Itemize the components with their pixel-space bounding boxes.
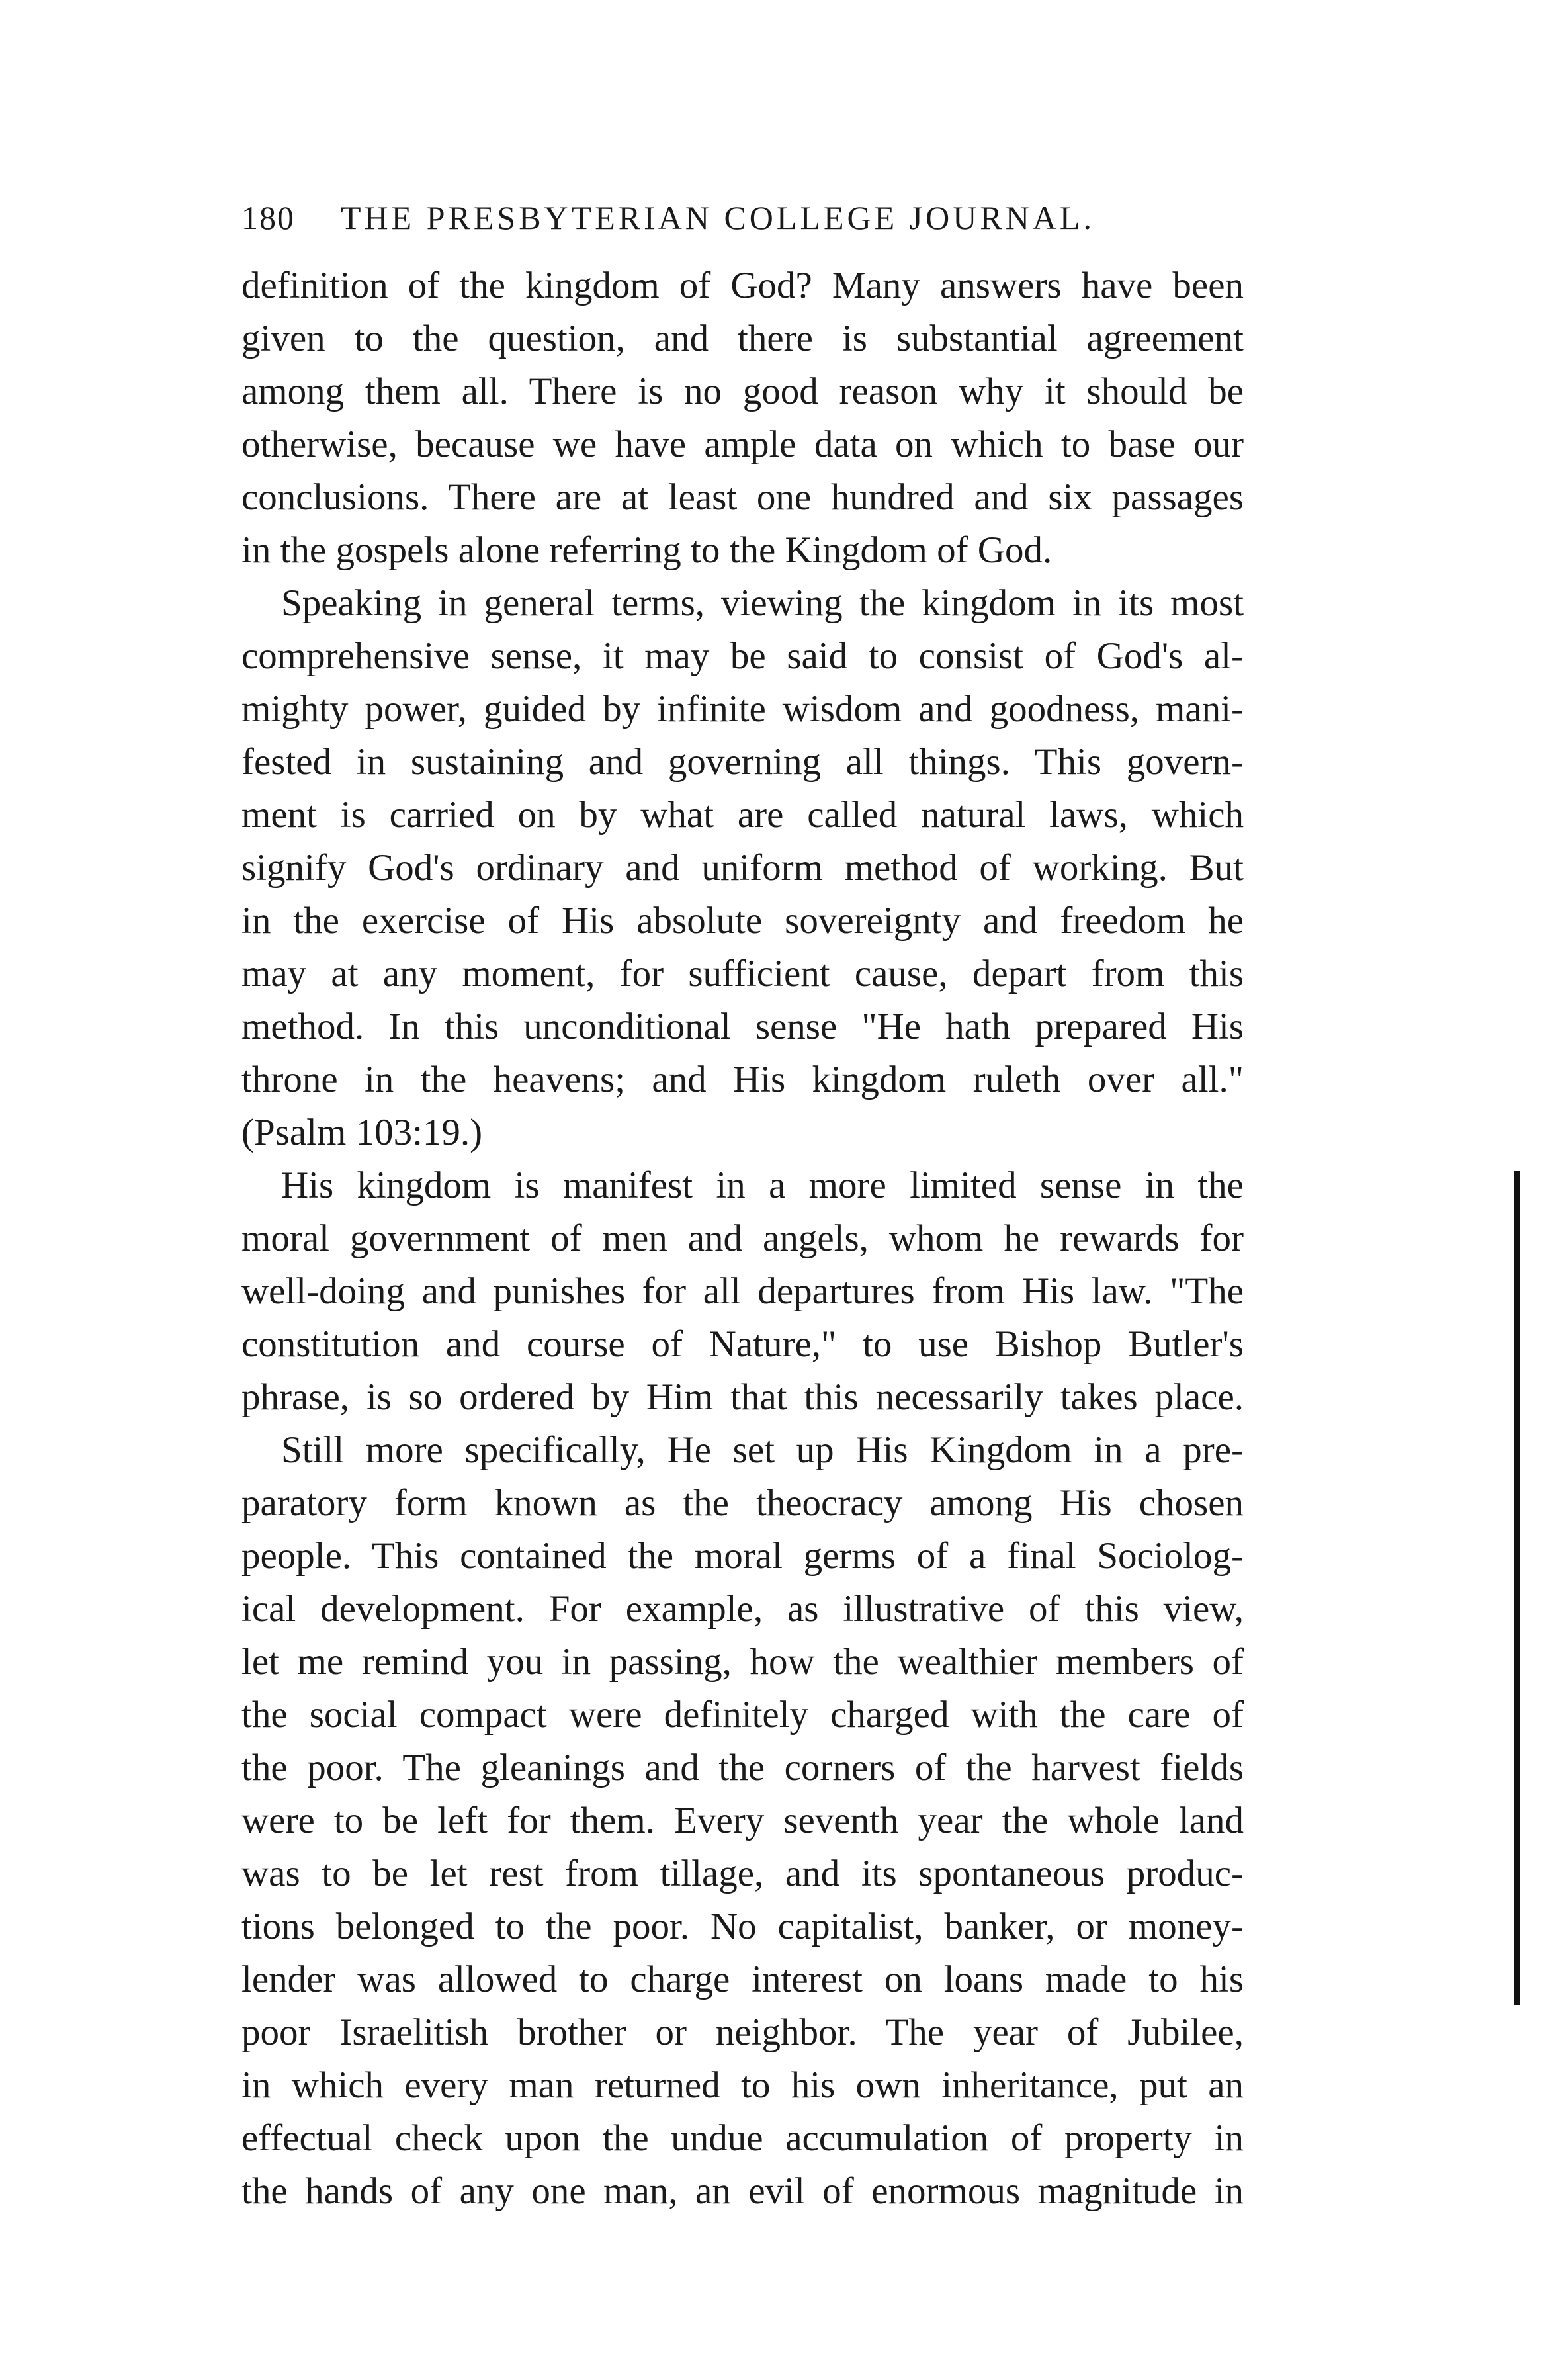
paragraph-end-line: in the gospels alone referring to the Kingdom of God. bbox=[241, 529, 1053, 571]
text-line: moral government of men and angels, whom he rewards for bbox=[241, 1217, 1244, 1259]
text-line: mighty power, guided by infinite wisdom and goodness, mani- bbox=[241, 688, 1244, 730]
text-line: method. In this unconditional sense "He hath prepared His bbox=[241, 1006, 1244, 1047]
text-line: the hands of any one man, an evil of enormous magnitude in bbox=[241, 2170, 1244, 2212]
paragraph-start-line: His kingdom is manifest in a more limited sense in the bbox=[281, 1165, 1244, 1206]
text-line: comprehensive sense, it may be said to consist of God's al- bbox=[241, 635, 1244, 677]
text-line: ical development. For example, as illustrative of this view, bbox=[241, 1588, 1244, 1630]
running-head bbox=[241, 198, 1273, 251]
text-line: signify God's ordinary and uniform method of working. But bbox=[241, 847, 1244, 889]
text-line: constitution and course of Nature," to use Bishop Butler's bbox=[241, 1323, 1244, 1365]
paragraph-end-line: (Psalm 103:19.) bbox=[241, 1112, 483, 1153]
text-line: among them all. There is no good reason why it should be bbox=[241, 371, 1244, 412]
text-line: poor Israelitish brother or neighbor. The year of Jubilee, bbox=[241, 2011, 1244, 2053]
text-line: may at any moment, for sufficient cause, depart from this bbox=[241, 953, 1244, 994]
text-line: otherwise, because we have ample data on which to base our bbox=[241, 423, 1244, 465]
text-line: were to be left for them. Every seventh year the whole land bbox=[241, 1800, 1244, 1841]
text-line: people. This contained the moral germs of a final Sociolog- bbox=[241, 1535, 1244, 1577]
text-line: the poor. The gleanings and the corners of the harvest fields bbox=[241, 1747, 1244, 1788]
text-line: phrase, is so ordered by Him that this necessarily takes place. bbox=[241, 1376, 1244, 1418]
text-line: let me remind you in passing, how the wealthier members of bbox=[241, 1641, 1244, 1683]
paragraph-start-line: Speaking in general terms, viewing the kingdom in its most bbox=[281, 582, 1244, 624]
journal-title: THE PRESBYTERIAN COLLEGE JOURNAL. bbox=[341, 199, 1095, 236]
text-line: conclusions. There are at least one hundred and six passages bbox=[241, 476, 1244, 518]
text-line: was to be let rest from tillage, and its spontaneous produc- bbox=[241, 1853, 1244, 1894]
page-number: 180 bbox=[241, 199, 295, 236]
text-line: fested in sustaining and governing all things. This govern- bbox=[241, 741, 1244, 783]
scan-edge-bar bbox=[1514, 1171, 1520, 2005]
text-line: throne in the heavens; and His kingdom ruleth over all." bbox=[241, 1059, 1244, 1100]
text-line: paratory form known as the theocracy among His chosen bbox=[241, 1482, 1244, 1524]
text-line: ment is carried on by what are called natural laws, which bbox=[241, 794, 1244, 836]
text-line: tions belonged to the poor. No capitalist, banker, or money- bbox=[241, 1906, 1244, 1947]
text-line: definition of the kingdom of God? Many answers have been bbox=[241, 265, 1244, 306]
text-line: lender was allowed to charge interest on loans made to his bbox=[241, 1959, 1244, 2000]
body-text bbox=[241, 259, 1244, 2218]
paragraph-start-line: Still more specifically, He set up His Kingdom in a pre- bbox=[281, 1429, 1244, 1471]
text-line: well-doing and punishes for all departures from His law. "The bbox=[241, 1270, 1244, 1312]
text-line: given to the question, and there is substantial agreement bbox=[241, 318, 1244, 359]
text-line: effectual check upon the undue accumulation of property in bbox=[241, 2117, 1244, 2159]
text-line: in which every man returned to his own inheritance, put an bbox=[241, 2064, 1244, 2106]
text-line: in the exercise of His absolute sovereignty and freedom he bbox=[241, 900, 1244, 942]
text-line: the social compact were definitely charged with the care of bbox=[241, 1694, 1244, 1736]
